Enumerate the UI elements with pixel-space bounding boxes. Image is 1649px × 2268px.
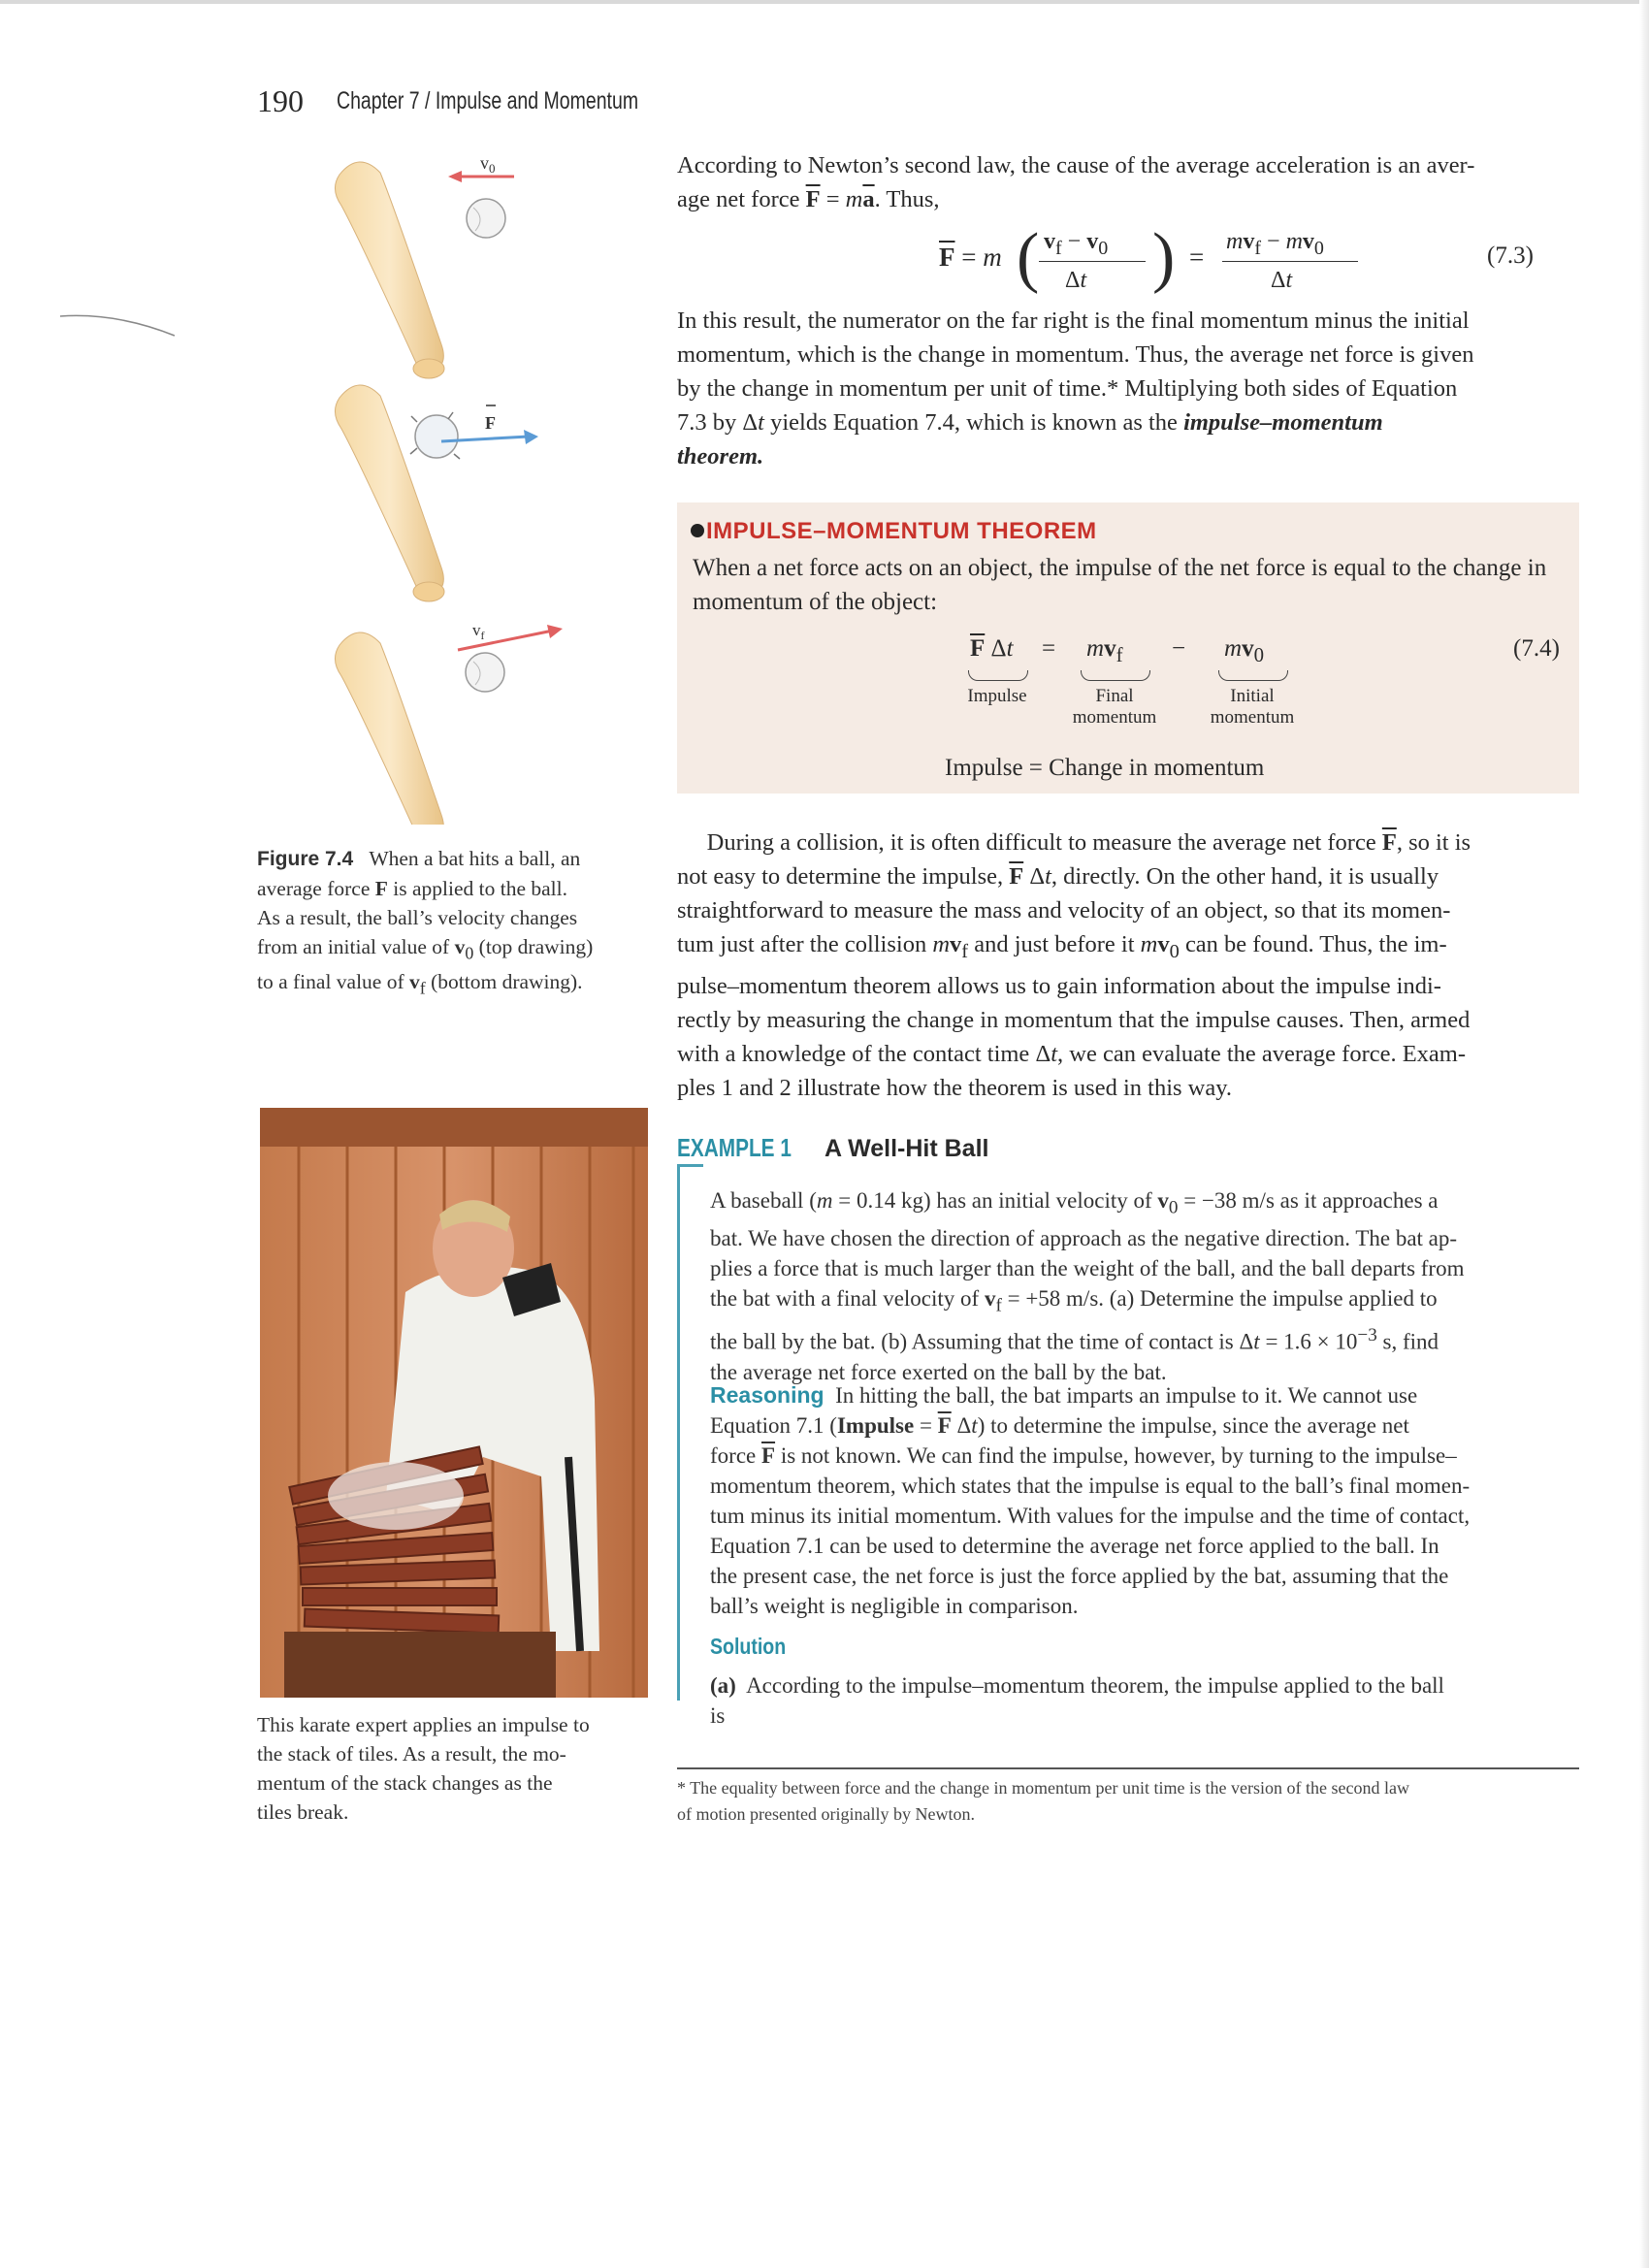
equation-7-3: $\overline{F} = m$ ( $v_f - v_0$ Δt ) = $mv_f - mv_0$ Δt (7.3)	[939, 220, 1534, 295]
example-bracket	[677, 1164, 703, 1701]
page-number: 190	[257, 83, 304, 118]
equation-7-4: $\overline{F}$ Δt = $mv_f$ − $mv_0$ Impulse Final momentum Initial momentum (7.4)	[967, 635, 1560, 728]
ball-top	[467, 199, 505, 238]
equation-number-7-3: (7.3)	[1487, 243, 1534, 269]
example-label: EXAMPLE 1	[677, 1133, 792, 1162]
reasoning-label: Reasoning	[710, 1382, 824, 1408]
vf-label: $v_f$	[472, 621, 485, 642]
figure-bat-ball-diagram	[320, 146, 572, 825]
karate-photo	[260, 1108, 648, 1698]
impulse-summary: Impulse = Change in momentum	[945, 755, 1265, 781]
theorem-box	[677, 502, 1579, 794]
footnote: * The equality between force and the change in momentum per unit time is the version of the second law of motion presented originally by Newton.	[677, 1778, 1409, 1824]
ball-bottom	[466, 653, 504, 692]
bat-bottom	[335, 632, 444, 825]
photo-caption: This karate expert applies an impulse to the stack of tiles. As a result, the mo- mentum of the stack changes as the tiles break.	[257, 1713, 590, 1824]
solution-label: Solution	[710, 1634, 787, 1659]
example-header	[677, 1133, 989, 1163]
equation-number-7-4: (7.4)	[1513, 635, 1560, 662]
figure-caption: Figure 7.4 When a bat hits a ball, an average force F is applied to the ball. As a result, the ball’s velocity changes from an initial value of $v_0$ (top drawing) to a final value of $v_f$ (bottom drawing).	[257, 847, 594, 998]
F-label: F	[485, 413, 496, 433]
theorem-title: IMPULSE–MOMENTUM THEOREM	[706, 518, 1097, 544]
example-title: A Well-Hit Ball	[824, 1135, 989, 1162]
intro-paragraph: According to Newton’s second law, the cause of the average acceleration is an aver- age net force $\overline{F} = m\overline{a}$. Thus,	[677, 152, 1475, 212]
theorem-text: When a net force acts on an object, the impulse of the net force is equal to the change in momentum of the object:	[693, 555, 1547, 615]
ball-middle	[415, 415, 458, 458]
footnote-rule	[677, 1767, 1579, 1769]
example-reasoning: Reasoning In hitting the ball, the bat imparts an impulse to it. We cannot use Equation 7.1 (Impulse = $\overline{F}$ Δt) to determine the impulse, since the average net force $\overline{F}$ is not known. We can find the impulse, however, by turning to the impulse– momentum theorem, which states that the impulse is equal to the ball’s final momen- tum minus its initial momentum. With values for the impulse and the time of contact, Equation 7.1 can be used to determine the average net force applied to the ball. In the present case, the net force is just the force applied by the bat, assuming that the ball’s weight is negligible in comparison.	[710, 1382, 1471, 1618]
bat-top	[335, 162, 444, 378]
scan-edge	[0, 0, 1649, 4]
bullet-icon	[691, 524, 704, 537]
margin-pen-mark	[58, 308, 179, 340]
paragraph-collision: During a collision, it is often difficult to measure the average net force $\overline{F}$, so it is not easy to determine the impulse, $\overline{F}$ Δt, directly. On the other hand, it is usually straightforward to measure the mass and velocity of an object, so that its momen- tum just after the collision $mv_f$ and just before it $mv_0$ can be found. Thus, the im- pulse–momentum theorem allows us to gain information about the impulse indi- rectly by measuring the change in momentum that the impulse causes. Then, armed with a knowledge of the contact time Δt, we can evaluate the average force. Exam- ples 1 and 2 illustrate how the theorem is used in this way.	[677, 829, 1471, 1101]
chapter-title: Chapter 7 / Impulse and Momentum	[337, 87, 639, 114]
paragraph-momentum: In this result, the numerator on the far right is the final momentum minus the initial momentum, which is the change in momentum. Thus, the average net force is given by the change in momentum per unit of time.* Multiplying both sides of Equation 7.3 by Δt yields Equation 7.4, which is known as the impulse–momentum theorem.	[677, 308, 1474, 470]
example-problem: A baseball (m = 0.14 kg) has an initial velocity of $v_0 = -38$ m/s as it approaches a bat. We have chosen the direction of approach as the negative direction. The bat ap- plies a force that is much larger than the weight of the ball, and the ball departs from the bat with a final velocity of $v_f = +58$ m/s. (a) Determine the impulse applied to the ball by the bat. (b) Assuming that the time of contact is $\Delta t = 1.6 \times 10^{-3}$ s, find the average net force exerted on the ball by the bat.	[710, 1188, 1465, 1384]
scan-shadow	[1639, 0, 1649, 2268]
example-solution: (a) According to the impulse–momentum theorem, the impulse applied to the ball is	[710, 1673, 1444, 1728]
v0-label: $v_0$	[480, 153, 496, 176]
